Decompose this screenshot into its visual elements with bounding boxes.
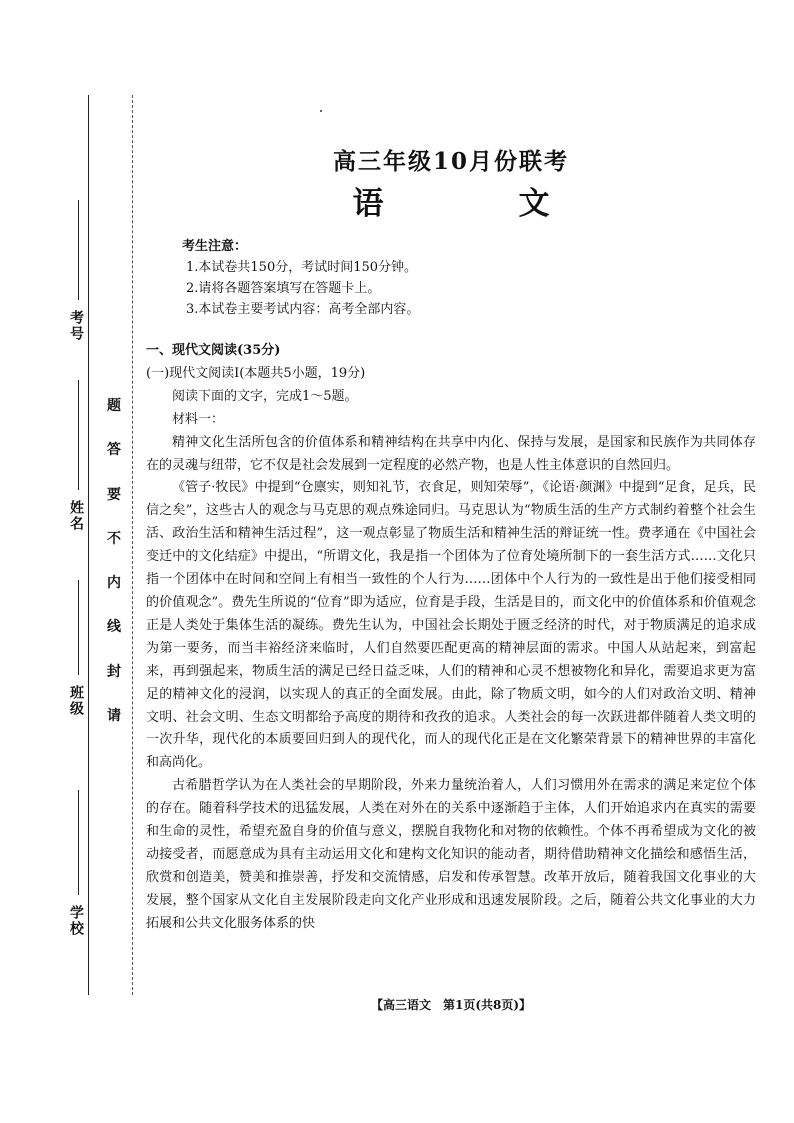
section-title: 一、现代文阅读(35分): [146, 343, 281, 358]
class-blank: [78, 580, 79, 675]
school-blank: [78, 790, 79, 895]
exam-number-blank: [78, 200, 79, 300]
notice-item: 1.本试卷共150分，考试时间150分钟。: [186, 260, 418, 275]
candidate-notice: [182, 236, 419, 320]
seal-char: 封: [107, 663, 121, 680]
reading-section: [146, 340, 756, 936]
subject-title: 语 文: [352, 186, 602, 222]
notice-heading: 考生注意：: [182, 239, 248, 254]
page-footer: 【高三语文 第1页(共8页)】: [370, 998, 532, 1012]
seal-char: 线: [107, 619, 121, 636]
seal-char: 题: [107, 398, 121, 414]
seal-char: 请: [107, 707, 121, 724]
material-label: 材料一：: [172, 411, 225, 427]
paragraph: 《管子·牧民》中提到“仓廪实，则知礼节，衣食足，则知荣辱”，《论语·颜渊》中提到“足食，足兵，民信之矣”，这些古人的观念与马克思的观点殊途同归。马克思认为“物质生活的生产方式制约着整个社会生活、政治生活和精神生活过程”，这一观点彰显了物质生活和精神生活的辩证统一性。费孝通在《中国社会变迁中的文化结症》中提出，“所谓文化，我是指一个团体为了位育处境所制下的一套生活方式……文化只指一个团体中在时间和空间上有相当一致性的个人行为……团体中个人行为的一致性是出于他们接受相同的价值观念”。费先生所说的“位育”即为适应，位育是手段，生活是目的，而文化中的价值体系和价值观念正是人类处于集体生活的凝练。费先生认为，中国社会长期处于匮乏经济的时代，对于物质满足的追求成为第一要务，而当丰裕经济来临时，人们自然要匹配更高的精神层面的需求。中国人从站起来，到富起来，再到强起来，物质生活的满足已经日益乏味，人们的精神和心灵不想被物化和异化，需要追求更为富足的精神文化的浸润，以实现人的真正的全面发展。由此，除了物质文明，如今的人们对政治文明、精神文明、社会文明、生态文明都给予高度的期待和孜孜的追求。人类社会的每一次跃进都伴随着人类文明的一次升华，现代化的本质要回归到人的现代化，而人的现代化正是在文化繁荣背景下的精神世界的丰富化和高尚化。: [146, 480, 756, 771]
subsection-title: (一)现代文阅读Ⅰ(本题共5小题，19分): [146, 365, 366, 381]
binding-line: [88, 95, 89, 995]
paragraph: 古希腊哲学认为在人类社会的早期阶段，外来力量统治着人，人们习惯用外在需求的满足来定位个体的存在。随着科学技术的迅猛发展，人类在对外在的关系中逐渐趋于主体，人们开始追求内在真实的需要和生命的灵性，希望充盈自身的价值与意义，摆脱自我物化和对物的依赖性。个体不再希望成为文化的被动接受者，而愿意成为具有主动运用文化和建构文化知识的能动者，期待借助精神文化描绘和感悟生活，欣赏和创造美，赞美和推崇善，抒发和交流情感，启发和传承智慧。改革开放后，随着我国文化事业的大发展，整个国家从文化自主发展阶段走向文化产业形成和迅速发展阶段。之后，随着公共文化事业的大力拓展和公共文化服务体系的快: [146, 778, 756, 931]
name-label: 姓名: [68, 500, 84, 532]
paragraph: 精神文化生活所包含的价值体系和精神结构在共享中内化、保持与发展，是国家和民族作为共同体存在的灵魂与纽带，它不仅是社会发展到一定程度的必然产物，也是人性主体意识的自然回归。: [146, 434, 756, 473]
instruction: 阅读下面的文字，完成1～5题。: [172, 388, 358, 404]
exam-number-label: 考号: [68, 310, 84, 342]
scan-speck: [320, 110, 322, 112]
exam-title: 高三年级10月份联考: [332, 148, 569, 175]
notice-item: 2.请将各题答案填写在答题卡上。: [186, 281, 381, 296]
seal-char: 要: [107, 486, 121, 503]
seal-char: 内: [107, 575, 121, 592]
name-blank: [78, 380, 79, 490]
seal-warning: [104, 395, 124, 725]
seal-char: 不: [107, 530, 121, 547]
binding-margin: [0, 0, 140, 1123]
school-label: 学校: [68, 905, 84, 937]
class-label: 班级: [68, 685, 84, 717]
seal-line: [132, 95, 133, 995]
seal-char: 答: [107, 442, 121, 459]
notice-item: 3.本试卷主要考试内容：高考全部内容。: [186, 302, 420, 317]
